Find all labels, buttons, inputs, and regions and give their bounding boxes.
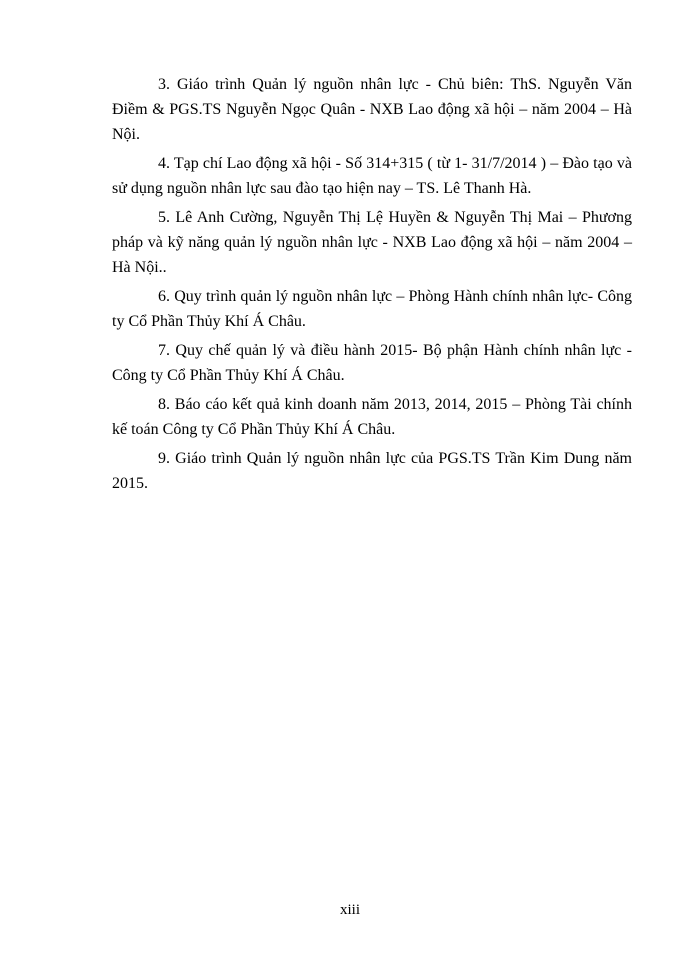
- reference-item-8: 8. Báo cáo kết quả kinh doanh năm 2013, 2014, 2015 – Phòng Tài chính kế toán Công ty Cổ Phần Thủy Khí Á Châu.: [112, 396, 632, 438]
- reference-item-9: 9. Giáo trình Quản lý nguồn nhân lực của PGS.TS Trần Kim Dung năm 2015.: [112, 450, 632, 492]
- page-number: xiii: [339, 902, 360, 918]
- reference-item-3: 3. Giáo trình Quản lý nguồn nhân lực - Chủ biên: ThS. Nguyễn Văn Điềm & PGS.TS Nguyễn Ngọc Quân - NXB Lao động xã hội – năm 2004 – Hà Nội.: [112, 76, 632, 143]
- reference-item-4: 4. Tạp chí Lao động xã hội - Số 314+315 ( từ 1- 31/7/2014 ) – Đào tạo và sử dụng nguồn nhân lực sau đào tạo hiện nay – TS. Lê Thanh Hà.: [112, 155, 632, 197]
- reference-item-7: 7. Quy chế quản lý và điều hành 2015- Bộ phận Hành chính nhân lực - Công ty Cổ Phần Thủy Khí Á Châu.: [112, 342, 632, 384]
- reference-list: [112, 72, 632, 500]
- reference-item-5: 5. Lê Anh Cường, Nguyễn Thị Lệ Huyền & Nguyễn Thị Mai – Phương pháp và kỹ năng quản lý nguồn nhân lực - NXB Lao động xã hội – năm 2004 – Hà Nội..: [112, 209, 632, 276]
- reference-item-6: 6. Quy trình quản lý nguồn nhân lực – Phòng Hành chính nhân lực- Công ty Cổ Phần Thủy Khí Á Châu.: [112, 288, 632, 330]
